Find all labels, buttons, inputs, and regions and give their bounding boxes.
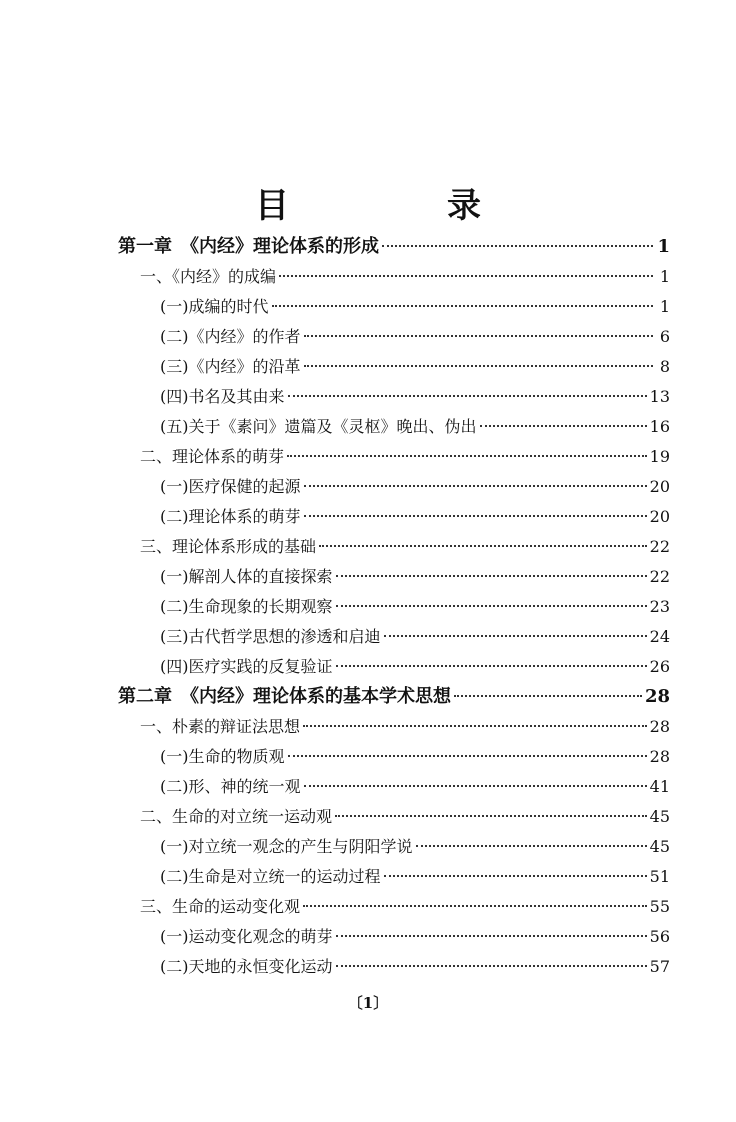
dot-leader xyxy=(454,695,642,697)
toc-entry xyxy=(160,832,670,862)
toc-entry-page: 20 xyxy=(649,507,670,526)
dot-leader xyxy=(287,455,647,457)
toc-entry-page: 41 xyxy=(649,777,670,796)
toc-entry-label: (二)生命现象的长期观察 xyxy=(160,597,333,616)
toc-entry-label: (一)运动变化观念的萌芽 xyxy=(160,927,333,946)
dot-leader xyxy=(304,515,647,517)
page-title: 目 录 xyxy=(255,186,543,226)
toc-entry-page: 6 xyxy=(659,327,670,346)
toc-entry xyxy=(140,262,670,292)
dot-leader xyxy=(279,275,653,277)
toc-entry-label: 一、朴素的辩证法思想 xyxy=(140,717,301,736)
dot-leader xyxy=(384,635,647,637)
toc-entry xyxy=(160,412,670,442)
toc-entry-label: (二)天地的永恒变化运动 xyxy=(160,957,333,976)
dot-leader xyxy=(288,755,647,757)
dot-leader xyxy=(336,965,647,967)
toc-entry-page: 1 xyxy=(657,236,670,257)
toc-entry xyxy=(140,442,670,472)
toc-entry-page: 24 xyxy=(649,627,670,646)
dot-leader xyxy=(272,305,654,307)
dot-leader xyxy=(304,485,647,487)
toc-entry xyxy=(140,892,670,922)
toc-entry xyxy=(140,532,670,562)
toc-entry-page: 16 xyxy=(649,417,670,436)
toc-entry xyxy=(160,772,670,802)
toc-entry xyxy=(160,472,670,502)
toc-entry-label: (三)《内经》的沿革 xyxy=(160,357,301,376)
toc-entry xyxy=(160,742,670,772)
dot-leader xyxy=(303,905,647,907)
dot-leader xyxy=(382,245,653,247)
toc-entry-page: 45 xyxy=(649,807,670,826)
toc-entry-page: 1 xyxy=(659,267,670,286)
toc-entry-page: 8 xyxy=(659,357,670,376)
dot-leader xyxy=(319,545,647,547)
toc-entry-page: 51 xyxy=(649,867,670,886)
toc-entry-label: (一)成编的时代 xyxy=(160,297,269,316)
toc-entry-page: 55 xyxy=(649,897,670,916)
page-number: 〔1〕 xyxy=(347,994,389,1012)
toc-entry-label: (一)医疗保健的起源 xyxy=(160,477,301,496)
toc-entry xyxy=(160,292,670,322)
dot-leader xyxy=(336,605,647,607)
toc-entry xyxy=(160,622,670,652)
dot-leader xyxy=(304,335,654,337)
dot-leader xyxy=(335,815,647,817)
dot-leader xyxy=(416,845,647,847)
toc-entry-label: 一、《内经》的成编 xyxy=(140,267,277,286)
toc-entry-label: (一)生命的物质观 xyxy=(160,747,285,766)
toc-entry-page: 28 xyxy=(644,686,670,707)
toc-entry-label: 三、生命的运动变化观 xyxy=(140,897,301,916)
dot-leader xyxy=(336,935,647,937)
toc-entry xyxy=(160,562,670,592)
toc-entry-page: 20 xyxy=(649,477,670,496)
dot-leader xyxy=(304,785,647,787)
dot-leader xyxy=(480,425,647,427)
toc-entry-page: 22 xyxy=(649,567,670,586)
toc-entry xyxy=(140,802,670,832)
toc-entry-page: 13 xyxy=(649,387,670,406)
toc-entry-label: (四)医疗实践的反复验证 xyxy=(160,657,333,676)
toc-entry-page: 28 xyxy=(649,747,670,766)
toc-entry-page: 22 xyxy=(649,537,670,556)
toc-entry-label: (一)解剖人体的直接探索 xyxy=(160,567,333,586)
dot-leader xyxy=(336,575,647,577)
toc-entry-label: (二)形、神的统一观 xyxy=(160,777,301,796)
toc-entry-page: 57 xyxy=(649,957,670,976)
toc-entry xyxy=(160,382,670,412)
toc-entry-label: 二、理论体系的萌芽 xyxy=(140,447,285,466)
toc-entry-page: 28 xyxy=(649,717,670,736)
toc-entry-page: 23 xyxy=(649,597,670,616)
toc-entry-label: 第二章 《内经》理论体系的基本学术思想 xyxy=(118,686,451,707)
dot-leader xyxy=(288,395,647,397)
toc-entry xyxy=(160,922,670,952)
toc-entry-label: (三)古代哲学思想的渗透和启迪 xyxy=(160,627,381,646)
dot-leader xyxy=(303,725,647,727)
toc-entry xyxy=(140,712,670,742)
toc-entry-page: 19 xyxy=(649,447,670,466)
toc-entry xyxy=(160,352,670,382)
dot-leader xyxy=(384,875,647,877)
toc-entry-label: (五)关于《素问》遗篇及《灵枢》晚出、伪出 xyxy=(160,417,477,436)
toc-entry xyxy=(118,232,670,262)
toc-entry-page: 56 xyxy=(649,927,670,946)
dot-leader xyxy=(304,365,654,367)
toc-entry-label: 第一章 《内经》理论体系的形成 xyxy=(118,236,379,257)
toc-entry xyxy=(160,322,670,352)
toc-entry-label: 三、理论体系形成的基础 xyxy=(140,537,317,556)
toc-entry-label: (四)书名及其由来 xyxy=(160,387,285,406)
toc-entry-page: 1 xyxy=(659,297,670,316)
toc-entry xyxy=(160,862,670,892)
toc-entry-page: 45 xyxy=(649,837,670,856)
toc-entry-page: 26 xyxy=(649,657,670,676)
toc-entry-label: 二、生命的对立统一运动观 xyxy=(140,807,333,826)
toc-entry-label: (二)生命是对立统一的运动过程 xyxy=(160,867,381,886)
dot-leader xyxy=(336,665,647,667)
toc-entry xyxy=(160,592,670,622)
toc-entry xyxy=(160,502,670,532)
toc-entry xyxy=(160,952,670,982)
toc-entry xyxy=(118,682,670,712)
toc-entry-label: (二)理论体系的萌芽 xyxy=(160,507,301,526)
toc-entry-label: (二)《内经》的作者 xyxy=(160,327,301,346)
toc-entry xyxy=(160,652,670,682)
toc-entry-label: (一)对立统一观念的产生与阴阳学说 xyxy=(160,837,413,856)
